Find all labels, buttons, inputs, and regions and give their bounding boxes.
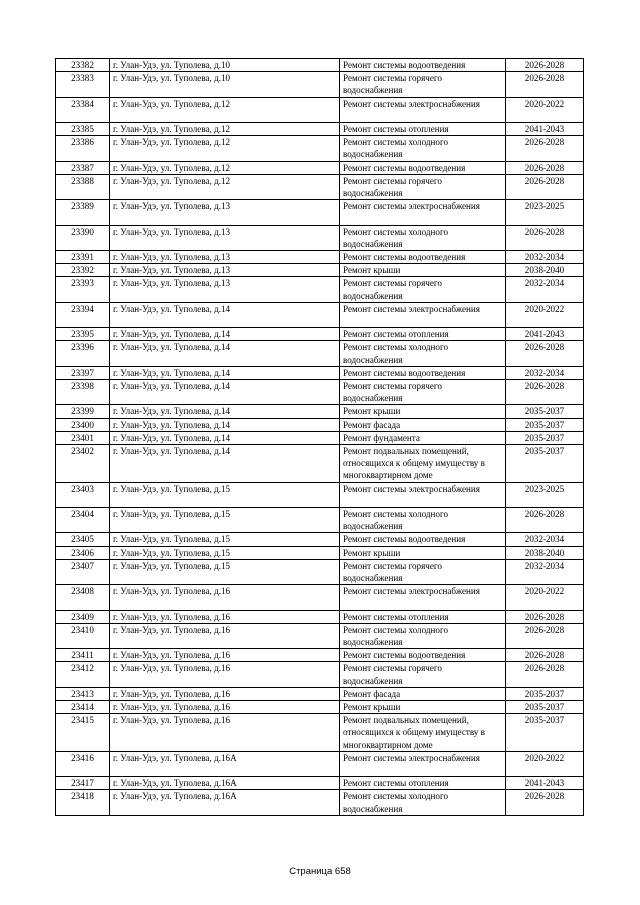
work-type-cell: Ремонт системы горячего водоснабжения [340,559,506,584]
address-cell: г. Улан-Удэ, ул. Туполева, д.16 [110,610,340,623]
period-cell: 2020-2022 [506,302,584,327]
period-cell: 2020-2022 [506,751,584,776]
work-type-cell: Ремонт системы холодного водоснабжения [340,790,506,815]
address-cell: г. Улан-Удэ, ул. Туполева, д.14 [110,380,340,405]
row-number-cell: 23409 [56,610,110,623]
work-type-cell: Ремонт системы горячего водоснабжения [340,72,506,97]
work-type-cell: Ремонт фасада [340,687,506,700]
table-row [56,366,584,379]
address-cell: г. Улан-Удэ, ул. Туполева, д.13 [110,200,340,225]
address-cell: г. Улан-Удэ, ул. Туполева, д.12 [110,123,340,136]
table-row [56,72,584,97]
row-number-cell: 23395 [56,328,110,341]
period-cell: 2026-2028 [506,790,584,815]
period-cell: 2026-2028 [506,59,584,72]
period-cell: 2032-2034 [506,277,584,302]
period-cell: 2035-2037 [506,405,584,418]
address-cell: г. Улан-Удэ, ул. Туполева, д.15 [110,546,340,559]
period-cell: 2026-2028 [506,508,584,533]
work-type-cell: Ремонт крыши [340,405,506,418]
table-row [56,405,584,418]
table-row [56,662,584,687]
period-cell: 2035-2037 [506,445,584,483]
table-row [56,508,584,533]
row-number-cell: 23400 [56,418,110,431]
row-number-cell: 23383 [56,72,110,97]
table-row [56,200,584,225]
row-number-cell: 23396 [56,341,110,366]
work-type-cell: Ремонт системы холодного водоснабжения [340,225,506,250]
row-number-cell: 23397 [56,366,110,379]
row-number-cell: 23391 [56,251,110,264]
row-number-cell: 23385 [56,123,110,136]
work-type-cell: Ремонт системы холодного водоснабжения [340,136,506,161]
period-cell: 2020-2022 [506,97,584,122]
table-row [56,777,584,790]
table-row [56,649,584,662]
table-row [56,328,584,341]
period-cell: 2026-2028 [506,174,584,199]
address-cell: г. Улан-Удэ, ул. Туполева, д.16 [110,649,340,662]
work-type-cell: Ремонт крыши [340,264,506,277]
address-cell: г. Улан-Удэ, ул. Туполева, д.14 [110,418,340,431]
address-cell: г. Улан-Удэ, ул. Туполева, д.10 [110,59,340,72]
table-row [56,623,584,648]
period-cell: 2041-2043 [506,123,584,136]
table-row [56,97,584,122]
period-cell: 2026-2028 [506,610,584,623]
row-number-cell: 23404 [56,508,110,533]
period-cell: 2041-2043 [506,328,584,341]
row-number-cell: 23413 [56,687,110,700]
table-row [56,585,584,610]
table-row [56,251,584,264]
table-row [56,714,584,752]
row-number-cell: 23393 [56,277,110,302]
address-cell: г. Улан-Удэ, ул. Туполева, д.12 [110,161,340,174]
work-type-cell: Ремонт крыши [340,701,506,714]
period-cell: 2026-2028 [506,72,584,97]
work-type-cell: Ремонт системы отопления [340,123,506,136]
address-cell: г. Улан-Удэ, ул. Туполева, д.14 [110,445,340,483]
period-cell: 2026-2028 [506,341,584,366]
address-cell: г. Улан-Удэ, ул. Туполева, д.16А [110,751,340,776]
row-number-cell: 23411 [56,649,110,662]
address-cell: г. Улан-Удэ, ул. Туполева, д.12 [110,97,340,122]
period-cell: 2032-2034 [506,559,584,584]
row-number-cell: 23410 [56,623,110,648]
table-row [56,341,584,366]
row-number-cell: 23389 [56,200,110,225]
row-number-cell: 23392 [56,264,110,277]
address-cell: г. Улан-Удэ, ул. Туполева, д.13 [110,277,340,302]
work-type-cell: Ремонт системы электроснабжения [340,97,506,122]
row-number-cell: 23416 [56,751,110,776]
row-number-cell: 23407 [56,559,110,584]
address-cell: г. Улан-Удэ, ул. Туполева, д.15 [110,559,340,584]
row-number-cell: 23408 [56,585,110,610]
period-cell: 2026-2028 [506,161,584,174]
address-cell: г. Улан-Удэ, ул. Туполева, д.14 [110,431,340,444]
address-cell: г. Улан-Удэ, ул. Туполева, д.16 [110,585,340,610]
table-row [56,277,584,302]
period-cell: 2032-2034 [506,366,584,379]
period-cell: 2038-2040 [506,264,584,277]
row-number-cell: 23418 [56,790,110,815]
work-type-cell: Ремонт системы холодного водоснабжения [340,623,506,648]
period-cell: 2035-2037 [506,687,584,700]
work-type-cell: Ремонт системы водоотведения [340,59,506,72]
period-cell: 2026-2028 [506,649,584,662]
period-cell: 2026-2028 [506,380,584,405]
period-cell: 2023-2025 [506,482,584,507]
work-type-cell: Ремонт системы отопления [340,777,506,790]
address-cell: г. Улан-Удэ, ул. Туполева, д.14 [110,341,340,366]
work-type-cell: Ремонт фасада [340,418,506,431]
work-type-cell: Ремонт системы электроснабжения [340,585,506,610]
work-type-cell: Ремонт системы холодного водоснабжения [340,341,506,366]
row-number-cell: 23403 [56,482,110,507]
address-cell: г. Улан-Удэ, ул. Туполева, д.16А [110,790,340,815]
address-cell: г. Улан-Удэ, ул. Туполева, д.16 [110,714,340,752]
table-row [56,161,584,174]
page-number: Страница 658 [289,866,351,877]
work-type-cell: Ремонт системы горячего водоснабжения [340,277,506,302]
address-cell: г. Улан-Удэ, ул. Туполева, д.14 [110,328,340,341]
row-number-cell: 23386 [56,136,110,161]
table-row [56,418,584,431]
table-row [56,136,584,161]
row-number-cell: 23390 [56,225,110,250]
row-number-cell: 23398 [56,380,110,405]
work-type-cell: Ремонт системы отопления [340,328,506,341]
work-type-cell: Ремонт системы водоотведения [340,251,506,264]
work-type-cell: Ремонт системы отопления [340,610,506,623]
row-number-cell: 23401 [56,431,110,444]
work-type-cell: Ремонт системы электроснабжения [340,751,506,776]
period-cell: 2038-2040 [506,546,584,559]
work-type-cell: Ремонт системы электроснабжения [340,200,506,225]
work-type-cell: Ремонт системы горячего водоснабжения [340,174,506,199]
work-type-cell: Ремонт системы горячего водоснабжения [340,662,506,687]
period-cell: 2023-2025 [506,200,584,225]
period-cell: 2041-2043 [506,777,584,790]
address-cell: г. Улан-Удэ, ул. Туполева, д.16А [110,777,340,790]
address-cell: г. Улан-Удэ, ул. Туполева, д.14 [110,405,340,418]
table-row [56,264,584,277]
row-number-cell: 23387 [56,161,110,174]
address-cell: г. Улан-Удэ, ул. Туполева, д.14 [110,302,340,327]
table-body [56,59,584,816]
address-cell: г. Улан-Удэ, ул. Туполева, д.15 [110,533,340,546]
address-cell: г. Улан-Удэ, ул. Туполева, д.15 [110,508,340,533]
row-number-cell: 23394 [56,302,110,327]
table-row [56,610,584,623]
row-number-cell: 23384 [56,97,110,122]
work-type-cell: Ремонт системы горячего водоснабжения [340,380,506,405]
address-cell: г. Улан-Удэ, ул. Туполева, д.16 [110,662,340,687]
table-row [56,546,584,559]
table-row [56,701,584,714]
work-type-cell: Ремонт системы водоотведения [340,161,506,174]
row-number-cell: 23402 [56,445,110,483]
table-row [56,59,584,72]
address-cell: г. Улан-Удэ, ул. Туполева, д.10 [110,72,340,97]
address-cell: г. Улан-Удэ, ул. Туполева, д.16 [110,687,340,700]
period-cell: 2035-2037 [506,418,584,431]
address-cell: г. Улан-Удэ, ул. Туполева, д.14 [110,366,340,379]
address-cell: г. Улан-Удэ, ул. Туполева, д.12 [110,174,340,199]
table-row [56,380,584,405]
work-type-cell: Ремонт фундамента [340,431,506,444]
table-row [56,559,584,584]
table-row [56,225,584,250]
address-cell: г. Улан-Удэ, ул. Туполева, д.16 [110,623,340,648]
table-row [56,533,584,546]
address-cell: г. Улан-Удэ, ул. Туполева, д.12 [110,136,340,161]
work-type-cell: Ремонт системы водоотведения [340,533,506,546]
period-cell: 2026-2028 [506,136,584,161]
row-number-cell: 23415 [56,714,110,752]
address-cell: г. Улан-Удэ, ул. Туполева, д.16 [110,701,340,714]
period-cell: 2035-2037 [506,701,584,714]
row-number-cell: 23414 [56,701,110,714]
work-type-cell: Ремонт системы электроснабжения [340,302,506,327]
table-row [56,751,584,776]
period-cell: 2035-2037 [506,714,584,752]
period-cell: 2035-2037 [506,431,584,444]
table-row [56,482,584,507]
work-type-cell: Ремонт системы водоотведения [340,649,506,662]
period-cell: 2032-2034 [506,251,584,264]
address-cell: г. Улан-Удэ, ул. Туполева, д.15 [110,482,340,507]
address-cell: г. Улан-Удэ, ул. Туполева, д.13 [110,225,340,250]
work-type-cell: Ремонт системы водоотведения [340,366,506,379]
table-row [56,790,584,815]
period-cell: 2026-2028 [506,623,584,648]
row-number-cell: 23405 [56,533,110,546]
table-row [56,123,584,136]
work-type-cell: Ремонт системы электроснабжения [340,482,506,507]
period-cell: 2020-2022 [506,585,584,610]
period-cell: 2032-2034 [506,533,584,546]
address-cell: г. Улан-Удэ, ул. Туполева, д.13 [110,251,340,264]
row-number-cell: 23382 [56,59,110,72]
row-number-cell: 23399 [56,405,110,418]
address-cell: г. Улан-Удэ, ул. Туполева, д.13 [110,264,340,277]
row-number-cell: 23388 [56,174,110,199]
work-type-cell: Ремонт подвальных помещений, относящихся к общему имуществу в многоквартирном доме [340,445,506,483]
repair-schedule-table [55,58,584,816]
table-row [56,431,584,444]
table-row [56,445,584,483]
work-type-cell: Ремонт крыши [340,546,506,559]
document-sheet [55,58,583,816]
row-number-cell: 23412 [56,662,110,687]
row-number-cell: 23406 [56,546,110,559]
work-type-cell: Ремонт подвальных помещений, относящихся к общему имуществу в многоквартирном доме [340,714,506,752]
table-row [56,687,584,700]
table-row [56,174,584,199]
period-cell: 2026-2028 [506,225,584,250]
row-number-cell: 23417 [56,777,110,790]
period-cell: 2026-2028 [506,662,584,687]
work-type-cell: Ремонт системы холодного водоснабжения [340,508,506,533]
table-row [56,302,584,327]
